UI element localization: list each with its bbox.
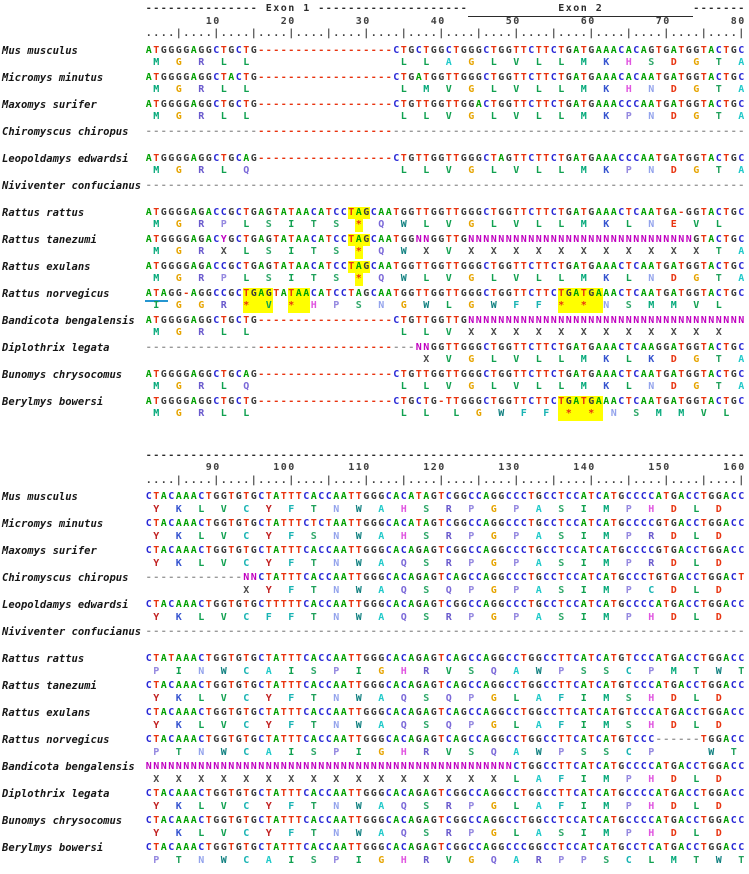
sequence-column bbox=[145, 315, 745, 340]
dna-sequence-line: -------------------------------------------------------------------------------- bbox=[145, 125, 745, 137]
dna-sequence-line: CTACAAACTGGTGTGCTATTTCACCAATTGGGCACATAGTCGGCCAGGCCCTGCCTCCATCATGCCCCATGACCTGGACC bbox=[145, 491, 745, 502]
species-label: Bunomys chrysocomus bbox=[2, 368, 123, 381]
species-label: Maxomys surifer bbox=[2, 545, 97, 557]
sequence-column bbox=[145, 207, 745, 232]
alignment-rows bbox=[0, 45, 749, 421]
species-label: Rattus norvegicus bbox=[2, 287, 110, 300]
sequence-column bbox=[145, 518, 745, 543]
dna-sequence-line: CTACAAACTGGTGTGCTATTTCACCAATTGGGCACAGAGTCGGCCAGGCCCGGCCTCCATCATGCCTCATGACCTGGACC bbox=[145, 842, 745, 853]
ruler-ticks: ....|....|....|....|....|....|....|....|....|....|....|....|....|....|....|....| bbox=[145, 474, 745, 486]
dna-sequence-line: CTATAAACTGGTGTGCTATTTCACCAATTGGGCACAGAGTCAGCCAGGCCTGGCCTTCATCATGTCCCATGACCTGGACC bbox=[145, 653, 745, 664]
sequence-column bbox=[145, 396, 745, 421]
protein-sequence-line: Y K L V C Y F T N W A Q S R P G L A S I M P H D L D bbox=[153, 827, 722, 839]
sequence-column bbox=[145, 734, 745, 759]
species-label: Rattus rattus bbox=[2, 653, 85, 665]
alignment-row bbox=[0, 234, 749, 259]
species-label: Bandicota bengalensis bbox=[2, 314, 135, 327]
dna-sequence-line: ATGGGGAGACCGCTGAGTATAACATCCTAGCAATGGTTGGTTGGGCTGGTTCTTCTGATGAAACTCAATGA-GGTACTGC bbox=[145, 206, 745, 218]
protein-sequence-line: Y K L V C Y F T N W A Q S Q P G L A F I M S H D L D bbox=[153, 692, 722, 704]
species-label: Rattus exulans bbox=[2, 707, 91, 719]
dna-sequence-line: CTACAAACTGGTGTGCTATTTCACCAATTGGGCACAGAGTCAGCCAGGCCTGGCCTTCATCATGTCCCATGACCTGGACC bbox=[145, 680, 745, 691]
alignment-row bbox=[0, 180, 749, 205]
alignment-row bbox=[0, 369, 749, 394]
protein-sequence-line: X X X X X X X X X X X X X X X X L A F I M P H D L D bbox=[153, 773, 722, 785]
dna-sequence-line: ATAGG-AGGCCGCTGAGTATAACATCCTAGCAATGGTTGGTTGGGCTGGTTCTTCTGATGAAACTCAATGATGGTACTGC bbox=[145, 288, 745, 301]
ruler-ticks: ....|....|....|....|....|....|....|....|....|....|....|....|....|....|....|....| bbox=[145, 28, 745, 39]
species-label: Diplothrix legata bbox=[2, 788, 110, 800]
dna-sequence-line: ATGGGGAGGCTGCTG------------------CTGTTGGTTGNNNNNNNNNNNNNNNNNNNNNNNNNNNNNNNNNNNNN bbox=[145, 314, 745, 326]
ruler bbox=[145, 450, 745, 488]
sequence-column bbox=[145, 680, 745, 705]
sequence-column bbox=[145, 788, 745, 813]
sequence-column bbox=[145, 234, 745, 259]
protein-sequence-line: P I N W C A I S P I G H R V S Q A W P S S C P M T W T bbox=[153, 665, 745, 677]
dna-sequence-line: -------------------------------------------------------------------------------- bbox=[145, 626, 745, 637]
protein-sequence-line: M G R P L S I T S * Q W L V G L V L L M K L N E V L bbox=[153, 219, 722, 230]
sequence-column bbox=[145, 842, 745, 867]
alignment-block-1 bbox=[0, 3, 749, 421]
alignment-row bbox=[0, 261, 749, 286]
species-label: Bandicota bengalensis bbox=[2, 761, 135, 773]
dna-sequence-line: -------------------------------------------------------------------------------- bbox=[145, 179, 745, 191]
alignment-row bbox=[0, 680, 749, 705]
protein-sequence-line: M G R L L L L A G L V L L M K H S D G T A bbox=[153, 57, 745, 68]
species-label: Niviventer confucianus bbox=[2, 179, 142, 192]
species-label: Rattus norvegicus bbox=[2, 734, 110, 746]
protein-sequence-line: M G R P L S I T S * Q W L V G L V L L M K L N D G T A bbox=[153, 273, 745, 284]
dna-sequence-line: ATGGGGAGGCTGCAG------------------CTGTTGGTTGGGCTAGTTCTTCTGATGAAACCCAATGATGGTACTGC bbox=[145, 152, 745, 164]
protein-sequence-line: M G R L L L M V G L V L L M K H N D G T A bbox=[153, 84, 745, 95]
alignment-row bbox=[0, 153, 749, 178]
alignment-row bbox=[0, 734, 749, 759]
dna-sequence-line: ATGGGGAGGCTGCTG------------------CTGTTGGTTGGACTGGTTCTTCTGATGAAACCCAATGATGGTACTGC bbox=[145, 98, 745, 110]
dna-sequence-line: CTACAAACTGGTGTGCTATTTCACCAATTGGGCACAGAGTCGGCCAGGCCCTGCCTCCATCATGCCCCGTGACCTGGACC bbox=[145, 545, 745, 556]
exon-header: --------------- Exon 1 -------------------- Exon 2 ------- bbox=[145, 3, 745, 16]
protein-sequence-line: M G R L Q L L V G L V L L M K P N D G T A bbox=[153, 165, 745, 176]
alignment-row bbox=[0, 842, 749, 867]
alignment-row bbox=[0, 72, 749, 97]
species-label: Berylmys bowersi bbox=[2, 842, 104, 854]
dna-sequence-line: CTACAAACTGGTGTGCTTTTTCACCAATTGGGCACAGAGTCGGCCAGGCCCTGCCTCCATCATGCCCCATGACCTGGACC bbox=[145, 599, 745, 610]
alignment-row bbox=[0, 342, 749, 367]
sequence-column bbox=[145, 99, 745, 124]
sequence-column bbox=[145, 653, 745, 678]
protein-sequence-line: M G R L L L L V G L V L L M K P N D G T A bbox=[153, 111, 745, 122]
protein-sequence-line: M G R X L S I T S * Q W X V X X X X X X X X X X X T A bbox=[153, 246, 745, 257]
dna-sequence-line: CTACAAACTGGTGTGCTATTTCACCAATTGGGCACAGAGTCGGCCAGGCCTGGCCTCCATCATGCCCCATGACCTGGACC bbox=[145, 815, 745, 826]
protein-sequence-line: M G R L L L L V X X X X X X X X X X X X bbox=[153, 327, 722, 338]
species-label: Maxomys surifer bbox=[2, 98, 97, 111]
species-label: Rattus tanezumi bbox=[2, 233, 97, 246]
alignment-row bbox=[0, 315, 749, 340]
dna-sequence-line: ATGGGGAGACCGCTGAGTATAACATCCTAGCAATGGTTGGTTGGGCTGGTTCTTCTGATGAAACTCAATGATGGTACTGC bbox=[145, 260, 745, 272]
alignment-row bbox=[0, 396, 749, 421]
alignment-row bbox=[0, 707, 749, 732]
species-label: Leopoldamys edwardsi bbox=[2, 599, 129, 611]
protein-sequence-line: Y K L V C F F T N W A Q S R P G P A S I M P H D L D bbox=[153, 611, 722, 623]
dna-sequence-line: ------------------------------------NNGGTTGGGCTGGTTCTTCTGATGAAACTCAAGGATGGTACTGC bbox=[145, 341, 745, 353]
protein-sequence-line: Y K L V C Y F T N W A Q S Q P G L A F I M S H D L D bbox=[153, 719, 722, 731]
sequence-column bbox=[145, 599, 745, 624]
block-divider-dashes: -------------------------------------------------------------------------------- bbox=[145, 449, 745, 461]
species-label: Chiromyscus chiropus bbox=[2, 125, 129, 138]
dna-sequence-line: ATGGGGAGGCTGCTG------------------CTGCTGGCTGGGCTGGTTCTTCTGATGAAACACAGTGATGGTACTGC bbox=[145, 44, 745, 56]
sequence-column bbox=[145, 369, 745, 394]
species-label: Micromys minutus bbox=[2, 518, 104, 530]
protein-sequence-line: P T N W C A I S P I G H R V S Q A W P S S C P W T bbox=[153, 746, 737, 758]
dna-sequence-line: -------------NNCTATTTCACCAATTGGGCACAGAGTCAGCCAGGCCCTGCCTCCATCATGCCCTGTGACCTGGACT bbox=[145, 572, 745, 583]
protein-sequence-line bbox=[145, 138, 745, 151]
protein-sequence-line bbox=[145, 639, 745, 652]
dna-sequence-line: NNNNNNNNNNNNNNNNNNNNNNNNNNNNNNNNNNNNNNNNNNNNNNNNNCTGGCCTTCATCATGCCCCATGACCTGGACC bbox=[145, 761, 745, 772]
species-label: Diplothrix legata bbox=[2, 341, 110, 354]
protein-sequence-line: X V G L V L L M K L K D G T A bbox=[423, 354, 745, 365]
alignment-row bbox=[0, 99, 749, 124]
alignment-row bbox=[0, 45, 749, 70]
alignment-row bbox=[0, 626, 749, 651]
dna-sequence-line: CTACAAACTGGTGTGCTATTTCTCTAATTGGGCACATAGTCGGCCAGGCCCTGCCTCCATCATGCCCCGTGACCTGGACC bbox=[145, 518, 745, 529]
sequence-column bbox=[145, 126, 745, 151]
dna-sequence-line: ATGGGGAGGCTGCAG------------------CTGTTGGTTGGGCTGGTTCTTCTGATGAAACTCAATGATGGTACTGC bbox=[145, 368, 745, 380]
alignment-row bbox=[0, 518, 749, 543]
species-label: Mus musculus bbox=[2, 44, 78, 57]
dna-sequence-line: ATGGGGAGACYGCTGAGTATAACATCCTAGCAATGGNNGGTTGNNNNNNNNNNNNNNNNNNNNNNNNNNNNNNGTACTGC bbox=[145, 233, 745, 245]
dna-sequence-line: CTACAAACTGGTGTGCTATTTCACCAATTGGGCACAGAGTCAGCCAGGCCTGGCCTTCATCATGTCCC------TGGACC bbox=[145, 734, 745, 745]
sequence-column bbox=[145, 288, 745, 313]
sequence-column bbox=[145, 761, 745, 786]
ruler bbox=[145, 3, 745, 41]
species-label: Micromys minutus bbox=[2, 71, 104, 84]
protein-sequence-line: Y K L V C Y F T N W A Q S R P G P A S I M P R D L D bbox=[153, 557, 722, 569]
alignment-row bbox=[0, 653, 749, 678]
alignment-block-2 bbox=[0, 450, 749, 868]
protein-sequence-line: Y K L V C Y F S N W A H S R P G P A S I M P R D L D bbox=[153, 530, 722, 542]
alignment-row bbox=[0, 761, 749, 786]
species-label: Mus musculus bbox=[2, 491, 78, 503]
alignment-row bbox=[0, 788, 749, 813]
protein-sequence-line: M G R L L L L L G W F F * * N S M M V L bbox=[153, 408, 730, 419]
alignment-row bbox=[0, 599, 749, 624]
species-label: Rattus exulans bbox=[2, 260, 91, 273]
sequence-column bbox=[145, 342, 745, 367]
sequence-column bbox=[145, 72, 745, 97]
species-label: Niviventer confucianus bbox=[2, 626, 142, 638]
alignment-area bbox=[0, 3, 749, 869]
sequence-column bbox=[145, 45, 745, 70]
ruler-numbers: 90 100 110 120 130 140 150 160 bbox=[205, 462, 745, 473]
species-label: Berylmys bowersi bbox=[2, 395, 104, 408]
protein-sequence-line: I G G R * V * H P S N G W L G W F F * * N S M M V L bbox=[153, 300, 722, 311]
species-label: Rattus tanezumi bbox=[2, 680, 97, 692]
sequence-column bbox=[145, 815, 745, 840]
sequence-column bbox=[145, 180, 745, 205]
protein-sequence-line: M G R L Q L L V G L V L L M K L N D G T A bbox=[153, 381, 745, 392]
protein-sequence-line bbox=[145, 192, 745, 205]
alignment-rows bbox=[0, 491, 749, 867]
alignment-row bbox=[0, 572, 749, 597]
alignment-row bbox=[0, 545, 749, 570]
dna-sequence-line: ATGGGGAGGCTACTG------------------CTGATGGTTGGGCTGGTTCTTCTGATGAAACACAATGATGGTACTGC bbox=[145, 71, 745, 83]
species-label: Chiromyscus chiropus bbox=[2, 572, 129, 584]
species-label: Rattus rattus bbox=[2, 206, 85, 219]
alignment-row bbox=[0, 491, 749, 516]
sequence-column bbox=[145, 626, 745, 651]
sequence-column bbox=[145, 545, 745, 570]
sequence-column bbox=[145, 491, 745, 516]
sequence-column bbox=[145, 153, 745, 178]
alignment-row bbox=[0, 815, 749, 840]
dna-sequence-line: ATGGGGAGGCTGCTG------------------CTGCTG-TTGGGCTGGTTCTTCTGATGAAACTCAATGATGGTACTGC bbox=[145, 395, 745, 407]
sequence-column bbox=[145, 707, 745, 732]
alignment-row bbox=[0, 126, 749, 151]
dna-sequence-line: CTACAAACTGGTGTGCTATTTCACCAATTGGGCACAGAGTCAGCCAGGCCTGGCCTTCATCATGTCCCATGACCTGGACC bbox=[145, 707, 745, 718]
protein-sequence-line: X Y F T N W A Q S Q P G P A S I M P C D L D bbox=[243, 584, 722, 596]
protein-sequence-line: Y K L V C Y F T N W A H S R P G P A S I M P H D L D bbox=[153, 503, 722, 515]
alignment-row bbox=[0, 207, 749, 232]
ruler-numbers: 10 20 30 40 50 60 70 80 bbox=[205, 15, 745, 27]
protein-sequence-line: Y K L V C Y F T N W A Q S R P G L A F I M P H D L D bbox=[153, 800, 722, 812]
protein-sequence-line: P T N W C A I S P I G H R V G Q A R P P S C L M T W T bbox=[153, 854, 745, 866]
alignment-row bbox=[0, 288, 749, 313]
sequence-column bbox=[145, 572, 745, 597]
dna-sequence-line: CTACAAACTGGTGTGCTATTTCACCAATTGGGCACAGAGTCGGCCAGGCCTGGCCTTCATCATGCCCCATGACCTGGACC bbox=[145, 788, 745, 799]
sequence-column bbox=[145, 261, 745, 286]
species-label: Bunomys chrysocomus bbox=[2, 815, 123, 827]
species-label: Leopoldamys edwardsi bbox=[2, 152, 129, 165]
